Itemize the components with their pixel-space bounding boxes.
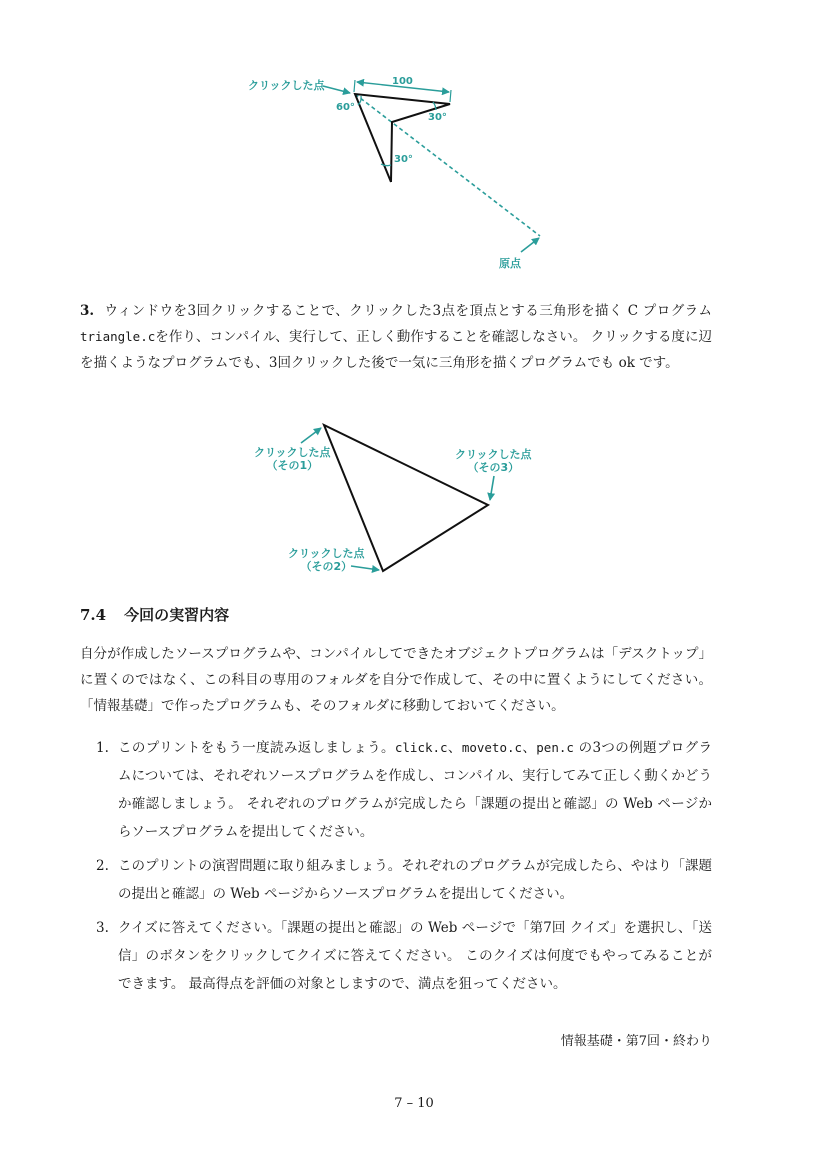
task-list (80, 734, 712, 1004)
end-note: 情報基礎・第7回・終わり (560, 1034, 712, 1049)
length-label: 100 (392, 76, 413, 87)
task-number: 2. (96, 858, 109, 874)
section-title: 今回の実習内容 (124, 606, 230, 624)
task-number: 1. (96, 740, 109, 756)
problem-number: 3. (80, 303, 95, 319)
click2-line1: クリックした点 (288, 547, 365, 560)
task-1-sep1: 、 (447, 740, 462, 756)
click3-line1: クリックした点 (455, 448, 532, 461)
task-1-text-a: このプリントをもう一度読み返しましょう。 (118, 740, 395, 756)
angle-30-label-a: 30° (428, 112, 447, 123)
task-number: 3. (96, 920, 109, 936)
figure-triangle (0, 410, 828, 590)
click3-label (455, 448, 532, 474)
click1-line1: クリックした点 (254, 446, 331, 459)
click1-label (254, 446, 331, 472)
task-2-text: このプリントの演習問題に取り組みましょう。それぞれのプログラムが完成したら、やはり「課題の提出と確認」の Web ページからソースプログラムを提出してください。 (118, 858, 712, 902)
click1-line2: （その1） (266, 459, 319, 472)
task-1-sep2: 、 (522, 740, 537, 756)
figure-arrow-triangle (0, 0, 828, 290)
section-heading (80, 604, 229, 625)
problem-text-2: を作り、コンパイル、実行して、正しく動作することを確認しなさい。 クリックする度に辺を描くようなプログラムでも、3回クリックした後で一気に三角形を描くプログラムでも ok です。 (80, 329, 712, 371)
problem-3 (80, 298, 712, 376)
task-item-1 (80, 734, 712, 846)
task-1-code-click: click.c (394, 740, 448, 755)
page-number: 7 – 10 (394, 1096, 434, 1111)
clicked-point-label: クリックした点 (248, 79, 325, 92)
section-intro: 自分が作成したソースプログラムや、コンパイルしてできたオブジェクトプログラムは「デスクトップ」に置くのではなく、この科目の専用のフォルダを自分で作成して、その中に置くようにしてください。「情報基礎」で作ったプログラムも、そのフォルダに移動しておいてください。 (80, 646, 712, 714)
task-item-2 (80, 852, 712, 908)
task-3-text: クイズに答えてください。「課題の提出と確認」の Web ページで「第7回 クイズ」を選択し、「送信」のボタンをクリックしてクイズに答えてください。 このクイズは何度でもやってみることができます。 最高得点を評価の対象としますので、満点を狙ってください。 (118, 920, 712, 992)
click3-line2: （その3） (467, 461, 520, 474)
angle-60-label: 60° (336, 102, 355, 113)
section-number: 7.4 (80, 606, 107, 624)
task-1-text-b: の3つの例題プログラムについては、それぞれソースプログラムを作成し、コンパイル、実行してみて正しく動くかどうか確認しましょう。 それぞれのプログラムが完成したら「課題の提出と確認」の Web ページからソースプログラムを提出してください。 (118, 740, 713, 840)
task-1-code-pen: pen.c (536, 740, 574, 755)
click2-label (288, 547, 365, 573)
figure-triangle-drawing (0, 410, 828, 590)
problem-code: triangle.c (80, 329, 156, 344)
task-item-3 (80, 914, 712, 998)
problem-text-1: ウィンドウを3回クリックすることで、クリックした3点を頂点とする三角形を描く C プログラム (104, 303, 712, 319)
figure-arrow-triangle-drawing (0, 0, 828, 290)
click2-line2: （その2） (300, 560, 353, 573)
origin-label: 原点 (499, 257, 521, 270)
angle-30-label-b: 30° (394, 154, 413, 165)
task-1-code-moveto: moveto.c (461, 740, 523, 755)
